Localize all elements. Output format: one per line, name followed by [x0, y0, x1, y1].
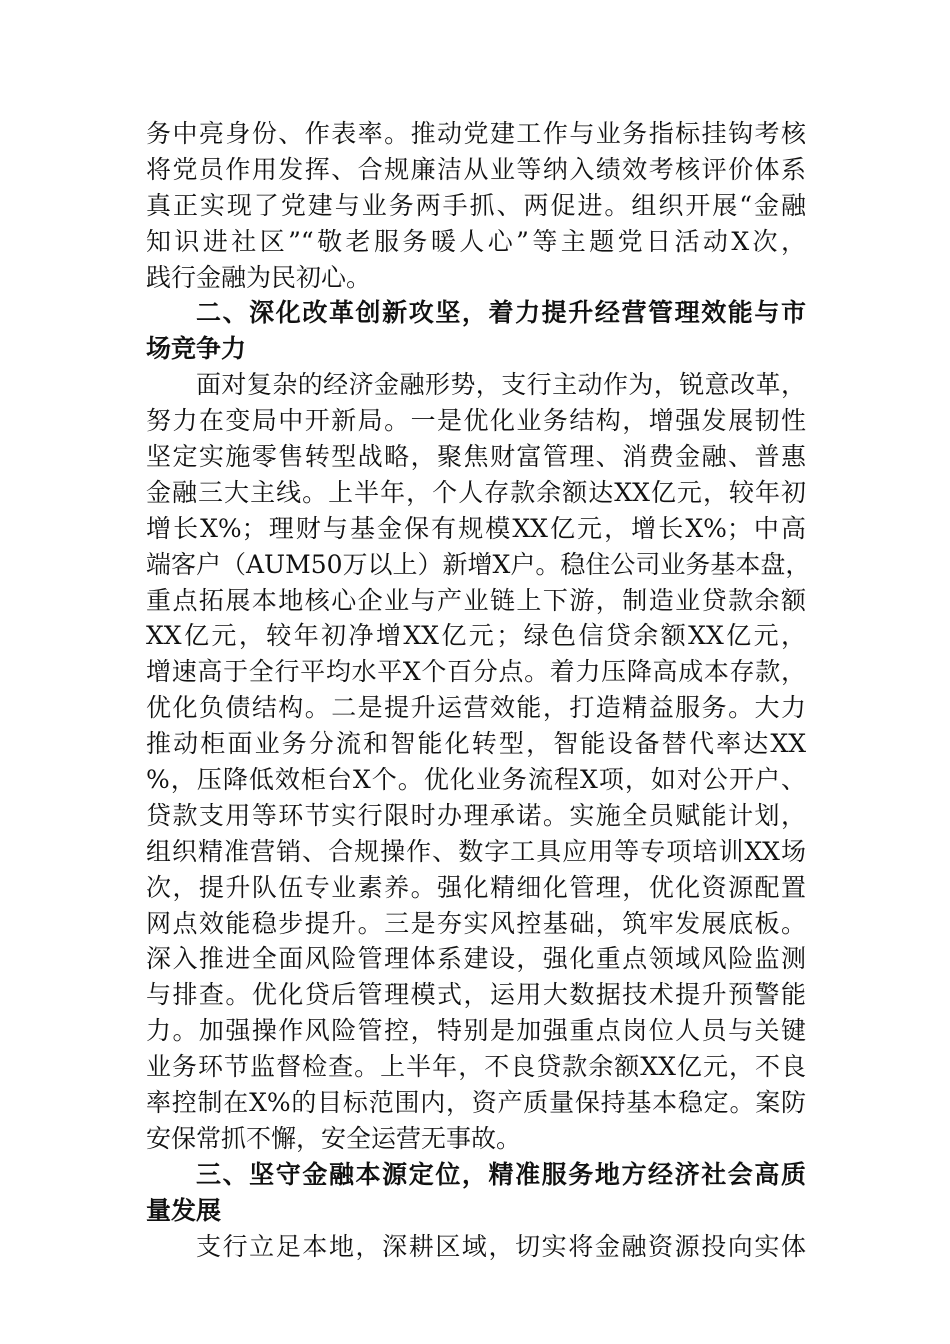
heading-line: 二、深化改革创新攻坚，着力提升经营管理效能与市: [196, 298, 806, 328]
text-line: 深入推进全面风险管理体系建设，强化重点领域风险监测: [146, 944, 806, 974]
text-line: 金融三大主线。上半年，个人存款余额达XX亿元，较年初: [146, 477, 806, 507]
text-line: 优化负债结构。二是提升运营效能，打造精益服务。大力: [146, 693, 806, 723]
paragraph-section-2: [146, 367, 811, 1157]
text-line: 坚定实施零售转型战略，聚焦财富管理、消费金融、普惠: [146, 442, 806, 472]
text-line: 安保常抓不懈，安全运营无事故。: [146, 1123, 522, 1153]
text-line: 力。加强操作风险管控，特别是加强重点岗位人员与关键: [146, 1016, 806, 1046]
text-line: %，压降低效柜台X个。优化业务流程X项，如对公开户、: [146, 765, 806, 795]
text-line: 知识进社区”“敬老服务暖人心”等主题党日活动X次，: [146, 226, 806, 256]
text-line: 网点效能稳步提升。三是夯实风控基础，筑牢发展底板。: [146, 908, 806, 938]
heading-line: 场竞争力: [146, 334, 247, 364]
text-line: 努力在变局中开新局。一是优化业务结构，增强发展韧性: [146, 406, 806, 436]
text-line: 践行金融为民初心。: [146, 262, 372, 292]
text-line: 业务环节监督检查。上半年，不良贷款余额XX亿元，不良: [146, 1052, 806, 1082]
section-heading-3: [146, 1157, 806, 1229]
paragraph-section-3: [146, 1229, 806, 1265]
text-line: 支行立足本地，深耕区域，切实将金融资源投向实体: [196, 1231, 806, 1261]
text-line: 贷款支用等环节实行限时办理承诺。实施全员赋能计划，: [146, 800, 806, 830]
text-line: 推动柜面业务分流和智能化转型，智能设备替代率达XX: [146, 729, 806, 759]
paragraph-intro: [146, 116, 806, 295]
text-line: 组织精准营销、合规操作、数字工具应用等专项培训XX场: [146, 836, 806, 866]
text-line: 重点拓展本地核心企业与产业链上下游，制造业贷款余额: [146, 585, 806, 615]
text-line: 务中亮身份、作表率。推动党建工作与业务指标挂钩考核: [146, 119, 806, 148]
text-line: 增速高于全行平均水平X个百分点。着力压降高成本存款，: [146, 657, 806, 687]
text-line: 将党员作用发挥、合规廉洁从业等纳入绩效考核评价体系: [146, 154, 806, 184]
document-page: [146, 116, 811, 1265]
text-line: 真正实现了党建与业务两手抓、两促进。组织开展“金融: [146, 190, 806, 220]
text-line: 率控制在X%的目标范围内，资产质量保持基本稳定。案防: [146, 1088, 806, 1118]
text-line: 次，提升队伍专业素养。强化精细化管理，优化资源配置: [146, 872, 806, 902]
text-line: 端客户（AUM50万以上）新增X户。稳住公司业务基本盘，: [146, 549, 811, 579]
text-line: 增长X%；理财与基金保有规模XX亿元，增长X%；中高: [146, 513, 806, 543]
text-line: 面对复杂的经济金融形势，支行主动作为，锐意改革，: [196, 370, 806, 400]
text-line: XX亿元，较年初净增XX亿元；绿色信贷余额XX亿元，: [146, 621, 806, 651]
heading-line: 量发展: [146, 1195, 222, 1225]
text-line: 与排查。优化贷后管理模式，运用大数据技术提升预警能: [146, 980, 806, 1010]
heading-line: 三、坚守金融本源定位，精准服务地方经济社会高质: [196, 1159, 806, 1189]
section-heading-2: [146, 295, 806, 367]
